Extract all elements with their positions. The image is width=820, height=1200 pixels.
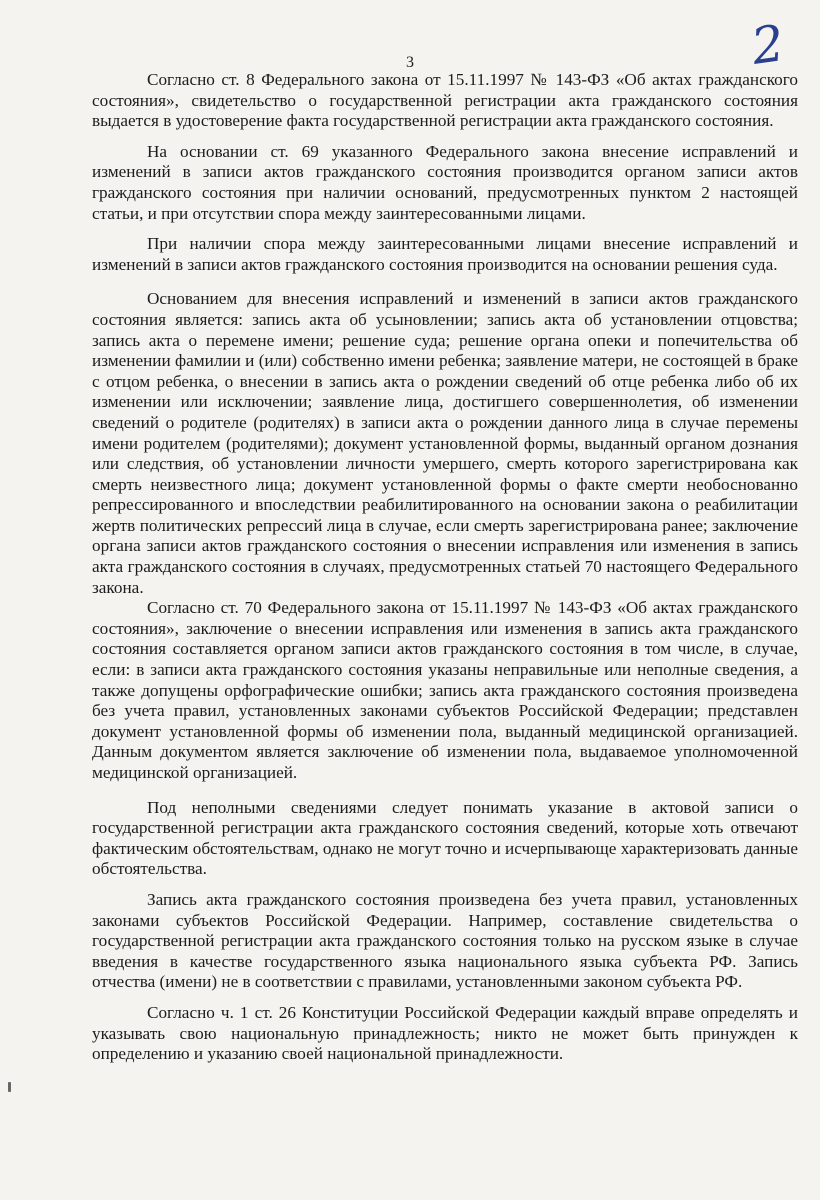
paragraph-grounds: Основанием для внесения исправлений и изменений в записи актов гражданского состояния является: запись акта об усыновлении; запись акта об установлении отцовства; запись акта о перемене имени; решение суда; решение органа опеки и попечительства об изменении фамилии и (или) собственно имени ребенка; заявление матери, не состоящей в браке с отцом ребенка, о внесении в запись акта о рождении сведений об отце ребенка либо об их изменении или исключении; заявление лица, достигшего совершеннолетия, об изменении сведений о родителе (родителях) в записи акта о рождении данного лица в случае перемены имени родителем (родителями); документ установленной формы, выданный органом дознания или следствия, об установлении личности умершего, смерть которого зарегистрирована как смерть неизвестного лица; документ установленной формы о факте смерти необоснованно репрессированного и впоследствии реабилитированного на основании закона о реабилитации жертв политических репрессий лица в случае, если смерть зарегистрирована ранее; заключение органа записи актов гражданского состояния о внесении исправления или изменения в запись акта гражданского состояния в случаях, предусмотренных статьей 70 настоящего Федерального закона. (92, 289, 798, 597)
handwritten-page-mark: 2 (748, 14, 788, 76)
document-body (92, 70, 798, 1069)
paragraph-article-70: Согласно ст. 70 Федерального закона от 15.11.1997 № 143-ФЗ «Об актах гражданского состояния», заключение о внесении исправления или изменения в запись акта гражданского состояния составляется органом записи актов гражданского состояния в том числе, в случае, если: в записи акта гражданского состояния указаны неправильные или неполные сведения, а также допущены орфографические ошибки; запись акта гражданского состояния произведена без учета правил, установленных законами субъектов Российской Федерации; представлен документ установленной формы об изменении пола, выданный медицинской организацией. Данным документом является заключение об изменении пола, выдаваемое уполномоченной медицинской организацией. (92, 598, 798, 782)
paragraph-court-decision: При наличии спора между заинтересованными лицами внесение исправлений и изменений в записи актов гражданского состояния производится на основании решения суда. (92, 234, 798, 274)
paragraph-subject-rules: Запись акта гражданского состояния произведена без учета правил, установленных законами субъектов Российской Федерации. Например, составление свидетельства о государственной регистрации акта гражданского состояния только на русском языке в случае введения в качестве государственного языка национального языка субъекта РФ. Запись отчества (имени) не в соответствии с правилами, установленными законом субъекта РФ. (92, 889, 798, 992)
paragraph-incomplete-info: Под неполными сведениями следует понимать указание в актовой записи о государственной регистрации акта гражданского состояния сведений, которые хоть отвечают фактическим обстоятельствам, однако не могут точно и исчерпывающе характеризовать данные обстоятельства. (92, 797, 798, 879)
paragraph-certificate: Согласно ст. 8 Федерального закона от 15.11.1997 № 143-ФЗ «Об актах гражданского состояния», свидетельство о государственной регистрации акта гражданского состояния выдается в удостоверение факта государственной регистрации акта гражданского состояния. (92, 70, 798, 131)
margin-mark (8, 1082, 11, 1092)
page-number: 3 (406, 54, 414, 71)
paragraph-constitution: Согласно ч. 1 ст. 26 Конституции Российской Федерации каждый вправе определять и указывать свою национальную принадлежность; никто не может быть принужден к определению и указанию своей национальной принадлежности. (92, 1002, 798, 1064)
paragraph-article-69: На основании ст. 69 указанного Федерального закона внесение исправлений и изменений в записи актов гражданского состояния производится органом записи актов гражданского состояния при наличии оснований, предусмотренных пунктом 2 настоящей статьи, и при отсутствии спора между заинтересованными лицами. (92, 141, 798, 223)
